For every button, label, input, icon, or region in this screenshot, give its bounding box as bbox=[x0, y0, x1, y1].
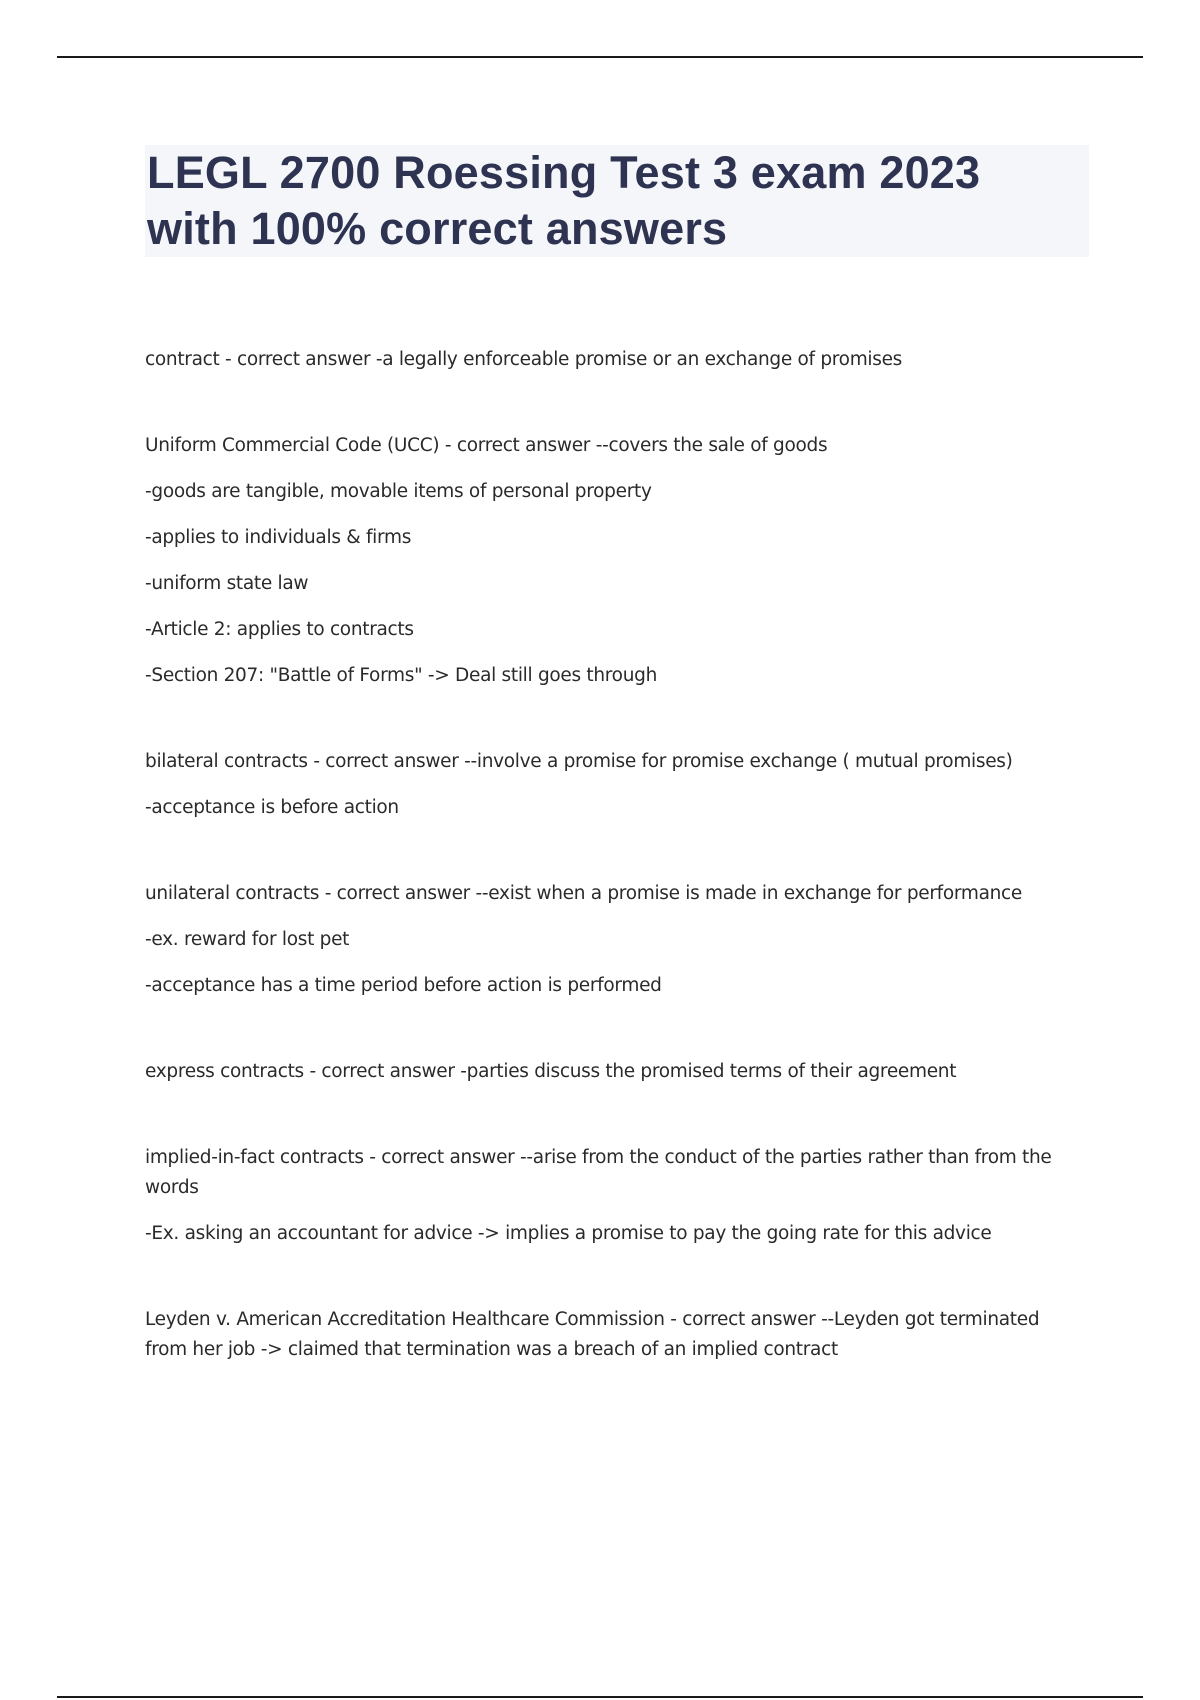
top-rule bbox=[57, 56, 1143, 58]
qa-line: contract - correct answer -a legally enforceable promise or an exchange of promises bbox=[145, 349, 903, 370]
qa-line: -Ex. asking an accountant for advice -> implies a promise to pay the going rate for this advice bbox=[145, 1223, 992, 1244]
qa-line: -acceptance is before action bbox=[145, 797, 399, 818]
qa-line: -goods are tangible, movable items of personal property bbox=[145, 481, 652, 502]
qa-entry-bilateral bbox=[145, 747, 1085, 823]
qa-entry-implied bbox=[145, 1143, 1085, 1249]
title-line-1: LEGL 2700 Roessing Test 3 exam 2023 bbox=[147, 147, 981, 198]
qa-line: express contracts - correct answer -parties discuss the promised terms of their agreement bbox=[145, 1061, 957, 1082]
qa-entry-express bbox=[145, 1057, 1085, 1087]
document-body bbox=[145, 345, 1085, 1421]
document-title bbox=[147, 145, 1089, 257]
qa-line: -Section 207: "Battle of Forms" -> Deal still goes through bbox=[145, 665, 657, 686]
qa-line: -acceptance has a time period before action is performed bbox=[145, 975, 662, 996]
qa-line: -applies to individuals & firms bbox=[145, 527, 412, 548]
qa-line: implied-in-fact contracts - correct answer --arise from the conduct of the parties rather than from the words bbox=[145, 1147, 1052, 1198]
qa-entry-contract bbox=[145, 345, 1085, 375]
qa-line: Uniform Commercial Code (UCC) - correct answer --covers the sale of goods bbox=[145, 435, 828, 456]
qa-entry-ucc bbox=[145, 431, 1085, 691]
title-line-2: with 100% correct answers bbox=[147, 203, 728, 254]
qa-entry-unilateral bbox=[145, 879, 1085, 1001]
qa-entry-leyden bbox=[145, 1305, 1085, 1365]
qa-line: -ex. reward for lost pet bbox=[145, 929, 350, 950]
qa-line: -uniform state law bbox=[145, 573, 309, 594]
title-block bbox=[145, 145, 1089, 257]
bottom-rule bbox=[57, 1696, 1143, 1698]
qa-line: -Article 2: applies to contracts bbox=[145, 619, 414, 640]
qa-line: Leyden v. American Accreditation Healthcare Commission - correct answer --Leyden got terminated from her job -> claimed that termination was a breach of an implied contract bbox=[145, 1309, 1040, 1360]
qa-line: bilateral contracts - correct answer --involve a promise for promise exchange ( mutual promises) bbox=[145, 751, 1013, 772]
qa-line: unilateral contracts - correct answer --exist when a promise is made in exchange for performance bbox=[145, 883, 1022, 904]
